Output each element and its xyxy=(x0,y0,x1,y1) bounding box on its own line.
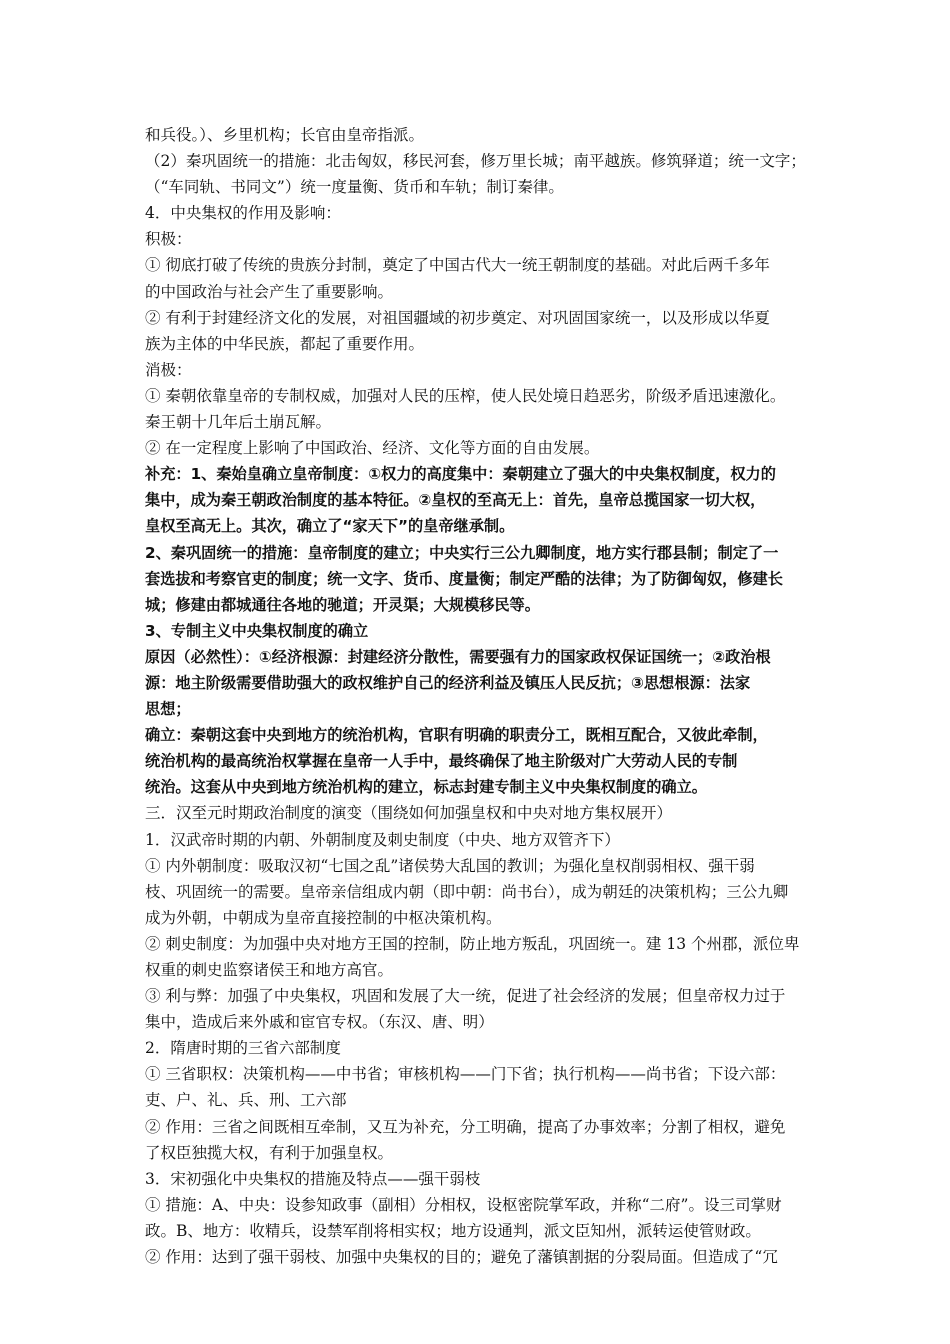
text-line: ① 秦朝依靠皇帝的专制权威，加强对人民的压榨，使人民处境日趋恶劣，阶级矛盾迅速激化。 xyxy=(145,386,786,405)
text-line: 和兵役。）、乡里机构；长官由皇帝指派。 xyxy=(145,126,425,144)
text-line: ① 措施：A、中央：设参知政事（副相）分相权，设枢密院掌军政，并称“二府”。设三司掌财 xyxy=(145,1195,782,1214)
bold-text-line: 套选拔和考察官吏的制度；统一文字、货币、度量衡；制定严酷的法律；为了防御匈奴，修建长 xyxy=(145,569,783,588)
text-line: ② 作用：三省之间既相互牵制，又互为补充，分工明确，提高了办事效率；分割了相权，避免 xyxy=(145,1117,786,1136)
text-line: ① 彻底打破了传统的贵族分封制，奠定了中国古代大一统王朝制度的基础。对此后两千多年 xyxy=(145,256,770,275)
text-line: 3．宋初强化中央集权的措施及特点——强干弱枝 xyxy=(145,1169,481,1188)
bold-text-line: 2、秦巩固统一的措施：皇帝制度的建立；中央实行三公九卿制度，地方实行郡县制；制定了一 xyxy=(145,543,779,562)
bold-text-line: 集中，成为秦王朝政治制度的基本特征。②皇权的至高无上：首先，皇帝总揽国家一切大权， xyxy=(145,491,766,510)
bold-text-line: 城；修建由都城通往各地的驰道；开灵渠；大规模移民等。 xyxy=(145,595,540,614)
text-line: ② 有利于封建经济文化的发展，对祖国疆域的初步奠定、对巩固国家统一，以及形成以华夏 xyxy=(145,308,770,327)
text-line: 的中国政治与社会产生了重要影响。 xyxy=(145,282,394,301)
text-line: ① 三省职权：决策机构——中书省；审核机构——门下省；执行机构——尚书省；下设六部： xyxy=(145,1065,786,1084)
text-line: 4．中央集权的作用及影响： xyxy=(145,204,341,223)
text-line: 了权臣独揽大权，有利于加强皇权。 xyxy=(145,1143,394,1162)
bold-text-line: 统治机构的最高统治权掌握在皇帝一人手中，最终确保了地主阶级对广大劳动人民的专制 xyxy=(145,752,738,771)
text-line: ② 作用：达到了强干弱枝、加强中央集权的目的；避免了藩镇割据的分裂局面。但造成了“冗 xyxy=(145,1248,778,1267)
text-line: 集中，造成后来外戚和宦官专权。（东汉、唐、明） xyxy=(145,1013,494,1032)
text-line: 枝、巩固统一的需要。皇帝亲信组成内朝（即中朝：尚书台），成为朝廷的决策机构；三公九卿 xyxy=(145,882,789,901)
text-line: ② 在一定程度上影响了中国政治、经济、文化等方面的自由发展。 xyxy=(145,439,600,458)
text-line: ② 刺史制度：为加强中央对地方王国的控制，防止地方叛乱，巩固统一。建 13 个州郡，派位卑 xyxy=(145,934,800,953)
text-line: ① 内外朝制度：吸取汉初“七国之乱”诸侯势大乱国的教训；为强化皇权削弱相权、强干弱 xyxy=(145,856,755,875)
bold-text-line: 原因（必然性）：①经济根源：封建经济分散性，需要强有力的国家政权保证国统一；②政治根 xyxy=(145,647,771,666)
document-page xyxy=(145,122,807,1270)
text-line: 权重的刺史监察诸侯王和地方高官。 xyxy=(145,961,394,979)
text-line: 积极： xyxy=(145,230,192,249)
text-line: 消极： xyxy=(145,360,192,379)
text-line: 1．汉武帝时期的内朝、外朝制度及刺史制度（中央、地方双管齐下） xyxy=(145,830,620,849)
text-line: （“车同轨、书同文”）统一度量衡、货币和车轨；制订秦律。 xyxy=(145,178,564,197)
text-line: 2．隋唐时期的三省六部制度 xyxy=(145,1039,341,1058)
text-line: 吏、户、礼、兵、刑、工六部 xyxy=(145,1091,347,1110)
text-line: 政。B、地方：收精兵，设禁军削将相实权；地方设通判，派文臣知州，派转运使管财政。 xyxy=(145,1221,761,1240)
bold-text-line: 补充：1、秦始皇确立皇帝制度：①权力的高度集中：秦朝建立了强大的中央集权制度，权力的 xyxy=(145,465,776,484)
text-line: 成为外朝，中朝成为皇帝直接控制的中枢决策机构。 xyxy=(145,908,502,927)
bold-text-line: 皇权至高无上。其次，确立了“家天下”的皇帝继承制。 xyxy=(145,517,515,536)
text-line: （2）秦巩固统一的措施：北击匈奴，移民河套，修万里长城；南平越族。修筑驿道；统一文字； xyxy=(145,152,806,171)
bold-text-line: 源：地主阶级需要借助强大的政权维护自己的经济利益及镇压人民反抗；③思想根源：法家 xyxy=(145,673,751,692)
text-line: 秦王朝十几年后土崩瓦解。 xyxy=(145,413,332,432)
bold-text-line: 3、专制主义中央集权制度的确立 xyxy=(145,621,369,640)
bold-text-line: 确立：秦朝这套中央到地方的统治机构，官职有明确的职责分工，既相互配合，又彼此牵制， xyxy=(145,726,768,745)
bold-text-line: 统治。这套从中央到地方统治机构的建立，标志封建专制主义中央集权制度的确立。 xyxy=(145,778,707,797)
bold-text-line: 思想； xyxy=(145,700,191,719)
text-line: 族为主体的中华民族，都起了重要作用。 xyxy=(145,334,425,353)
text-line: ③ 利与弊：加强了中央集权，巩固和发展了大一统，促进了社会经济的发展；但皇帝权力过于 xyxy=(145,987,786,1006)
text-line: 三．汉至元时期政治制度的演变（围绕如何加强皇权和中央对地方集权展开） xyxy=(145,804,673,823)
